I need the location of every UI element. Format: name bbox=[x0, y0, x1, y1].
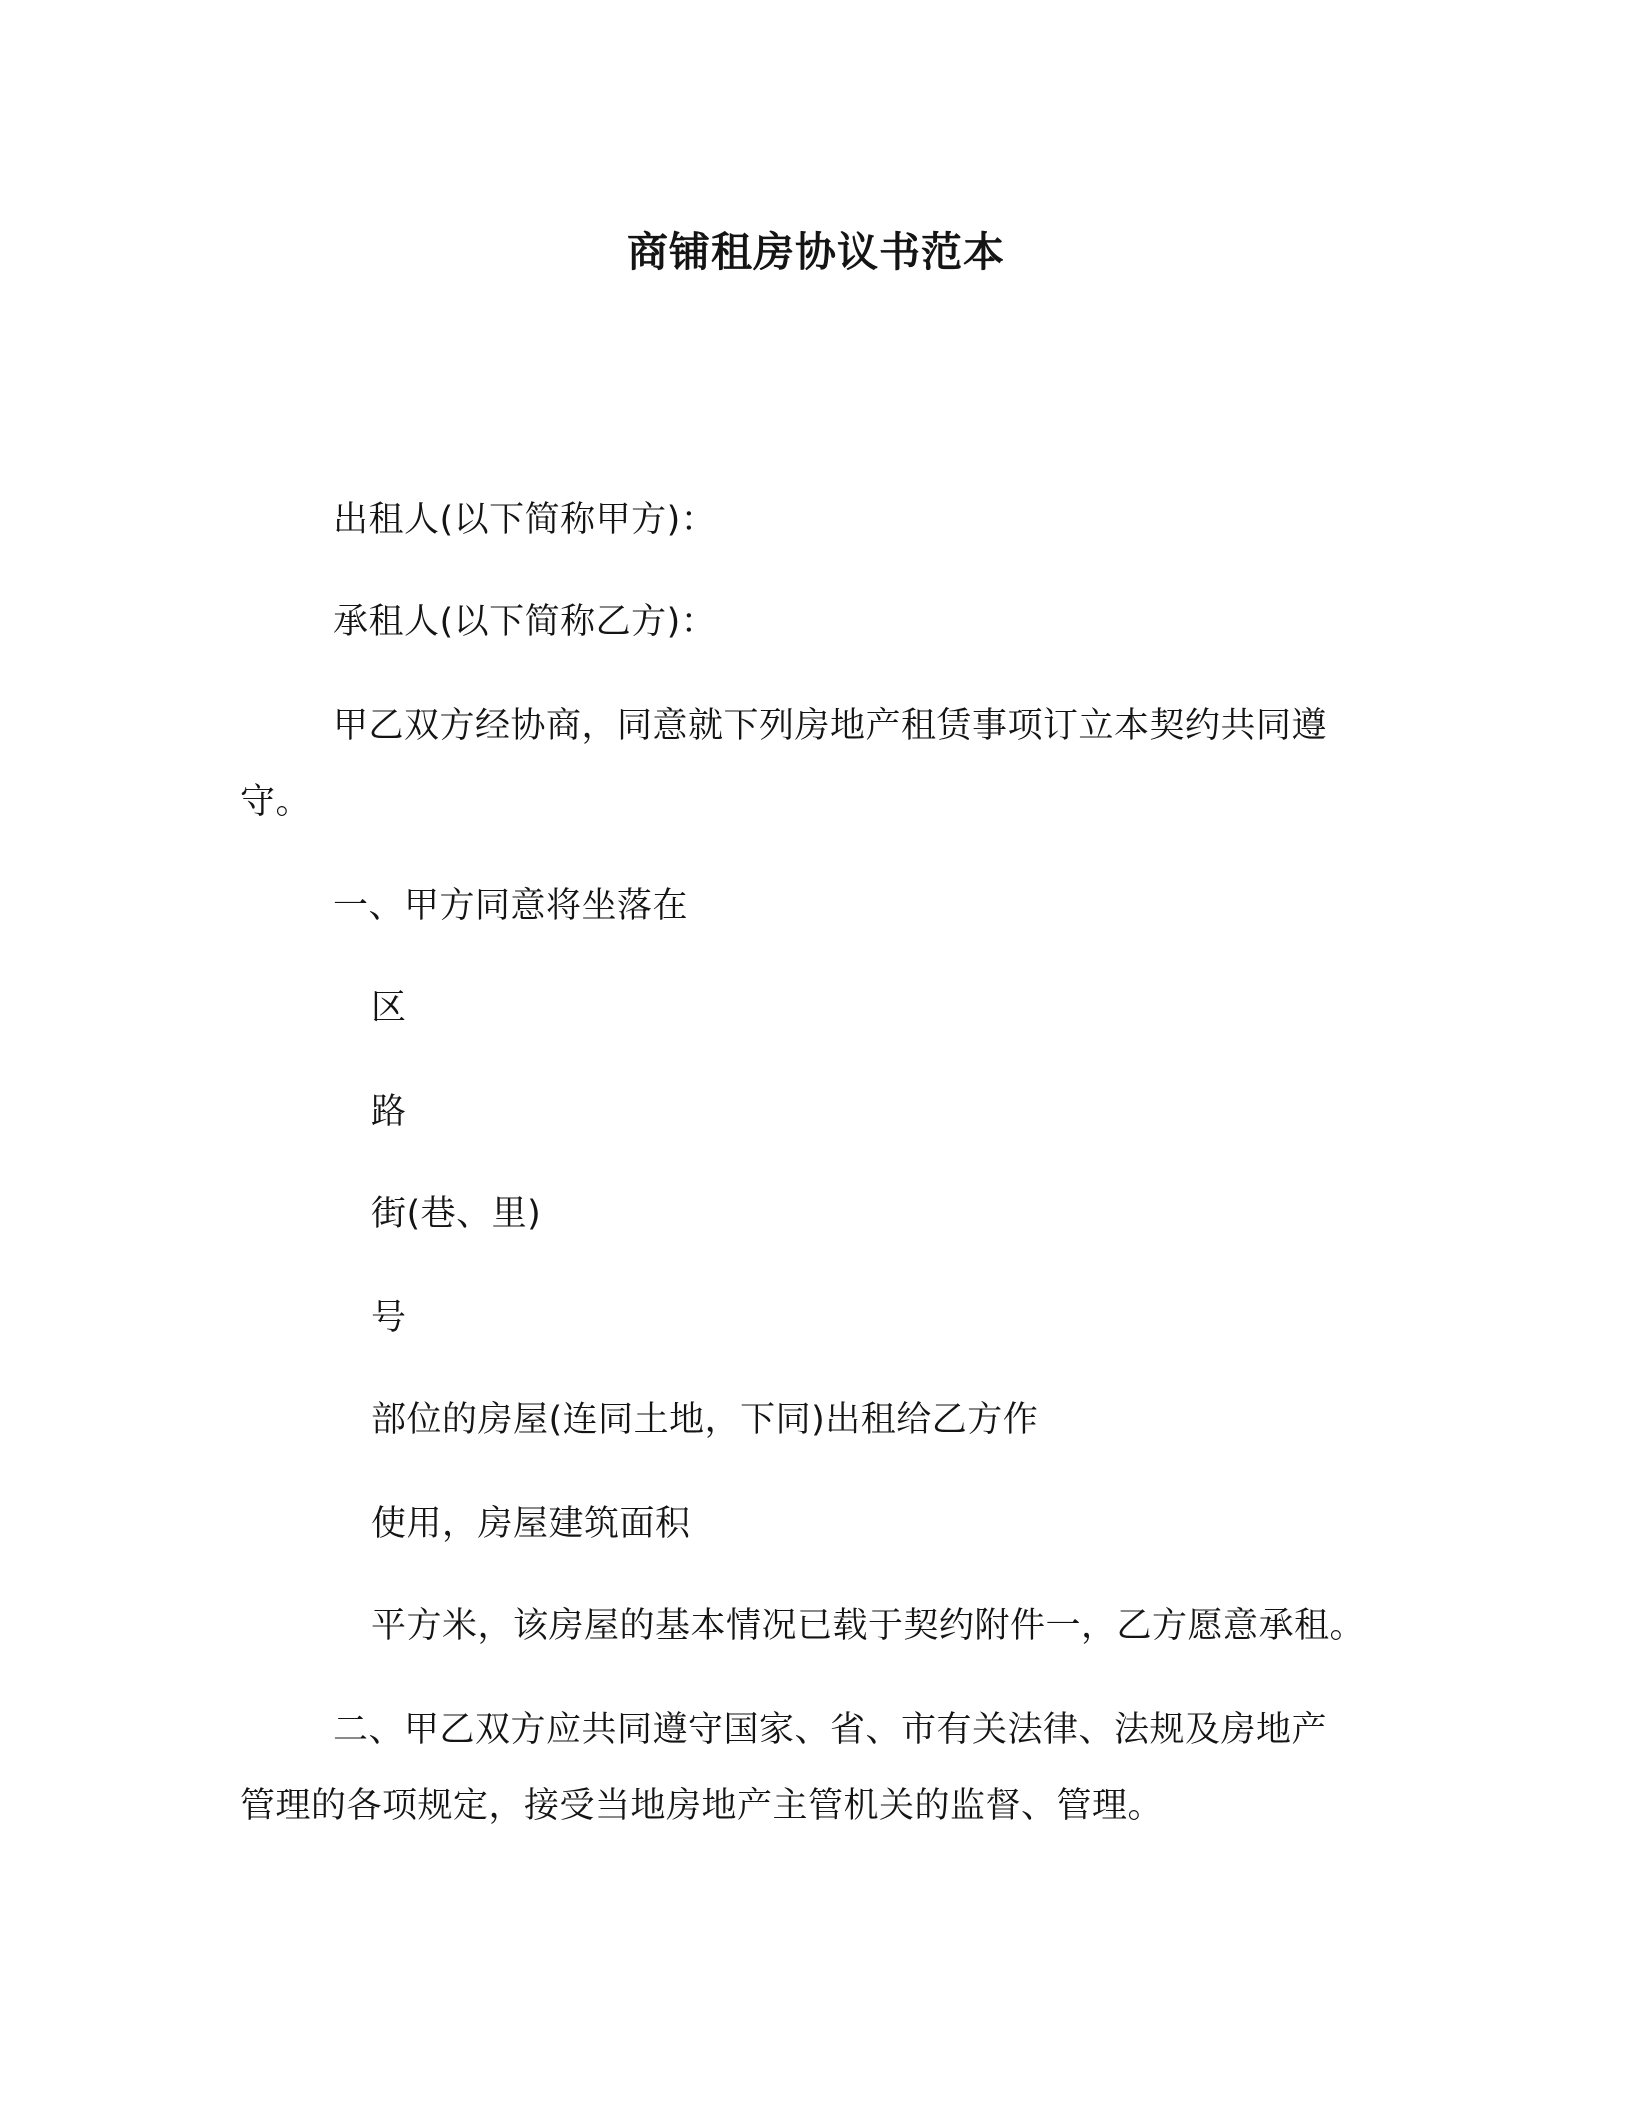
lessee-line: 承租人(以下简称乙方)： bbox=[333, 602, 717, 642]
document-title: 商铺租房协议书范本 bbox=[627, 228, 1005, 276]
number-line: 号 bbox=[371, 1298, 407, 1338]
clause-2-line-1: 二、甲乙双方应共同遵守国家、省、市有关法律、法规及房地产 bbox=[333, 1710, 1328, 1750]
district-line: 区 bbox=[371, 988, 407, 1028]
lessor-line: 出租人(以下简称甲方)： bbox=[333, 500, 717, 540]
clause-1-heading: 一、甲方同意将坐落在 bbox=[333, 886, 689, 926]
usage-line: 使用，房屋建筑面积 bbox=[371, 1504, 691, 1544]
intro-paragraph-line-1: 甲乙双方经协商，同意就下列房地产租赁事项订立本契约共同遵 bbox=[333, 706, 1328, 746]
clause-2-line-2: 管理的各项规定，接受当地房地产主管机关的监督、管理。 bbox=[240, 1786, 1164, 1826]
part-line: 部位的房屋(连同土地，下同)出租给乙方作 bbox=[371, 1400, 1039, 1440]
road-line: 路 bbox=[371, 1092, 407, 1132]
intro-paragraph-line-2: 守。 bbox=[240, 782, 312, 822]
area-line: 平方米，该房屋的基本情况已载于契约附件一，乙方愿意承租。 bbox=[371, 1606, 1366, 1646]
street-line: 街(巷、里) bbox=[371, 1194, 542, 1234]
